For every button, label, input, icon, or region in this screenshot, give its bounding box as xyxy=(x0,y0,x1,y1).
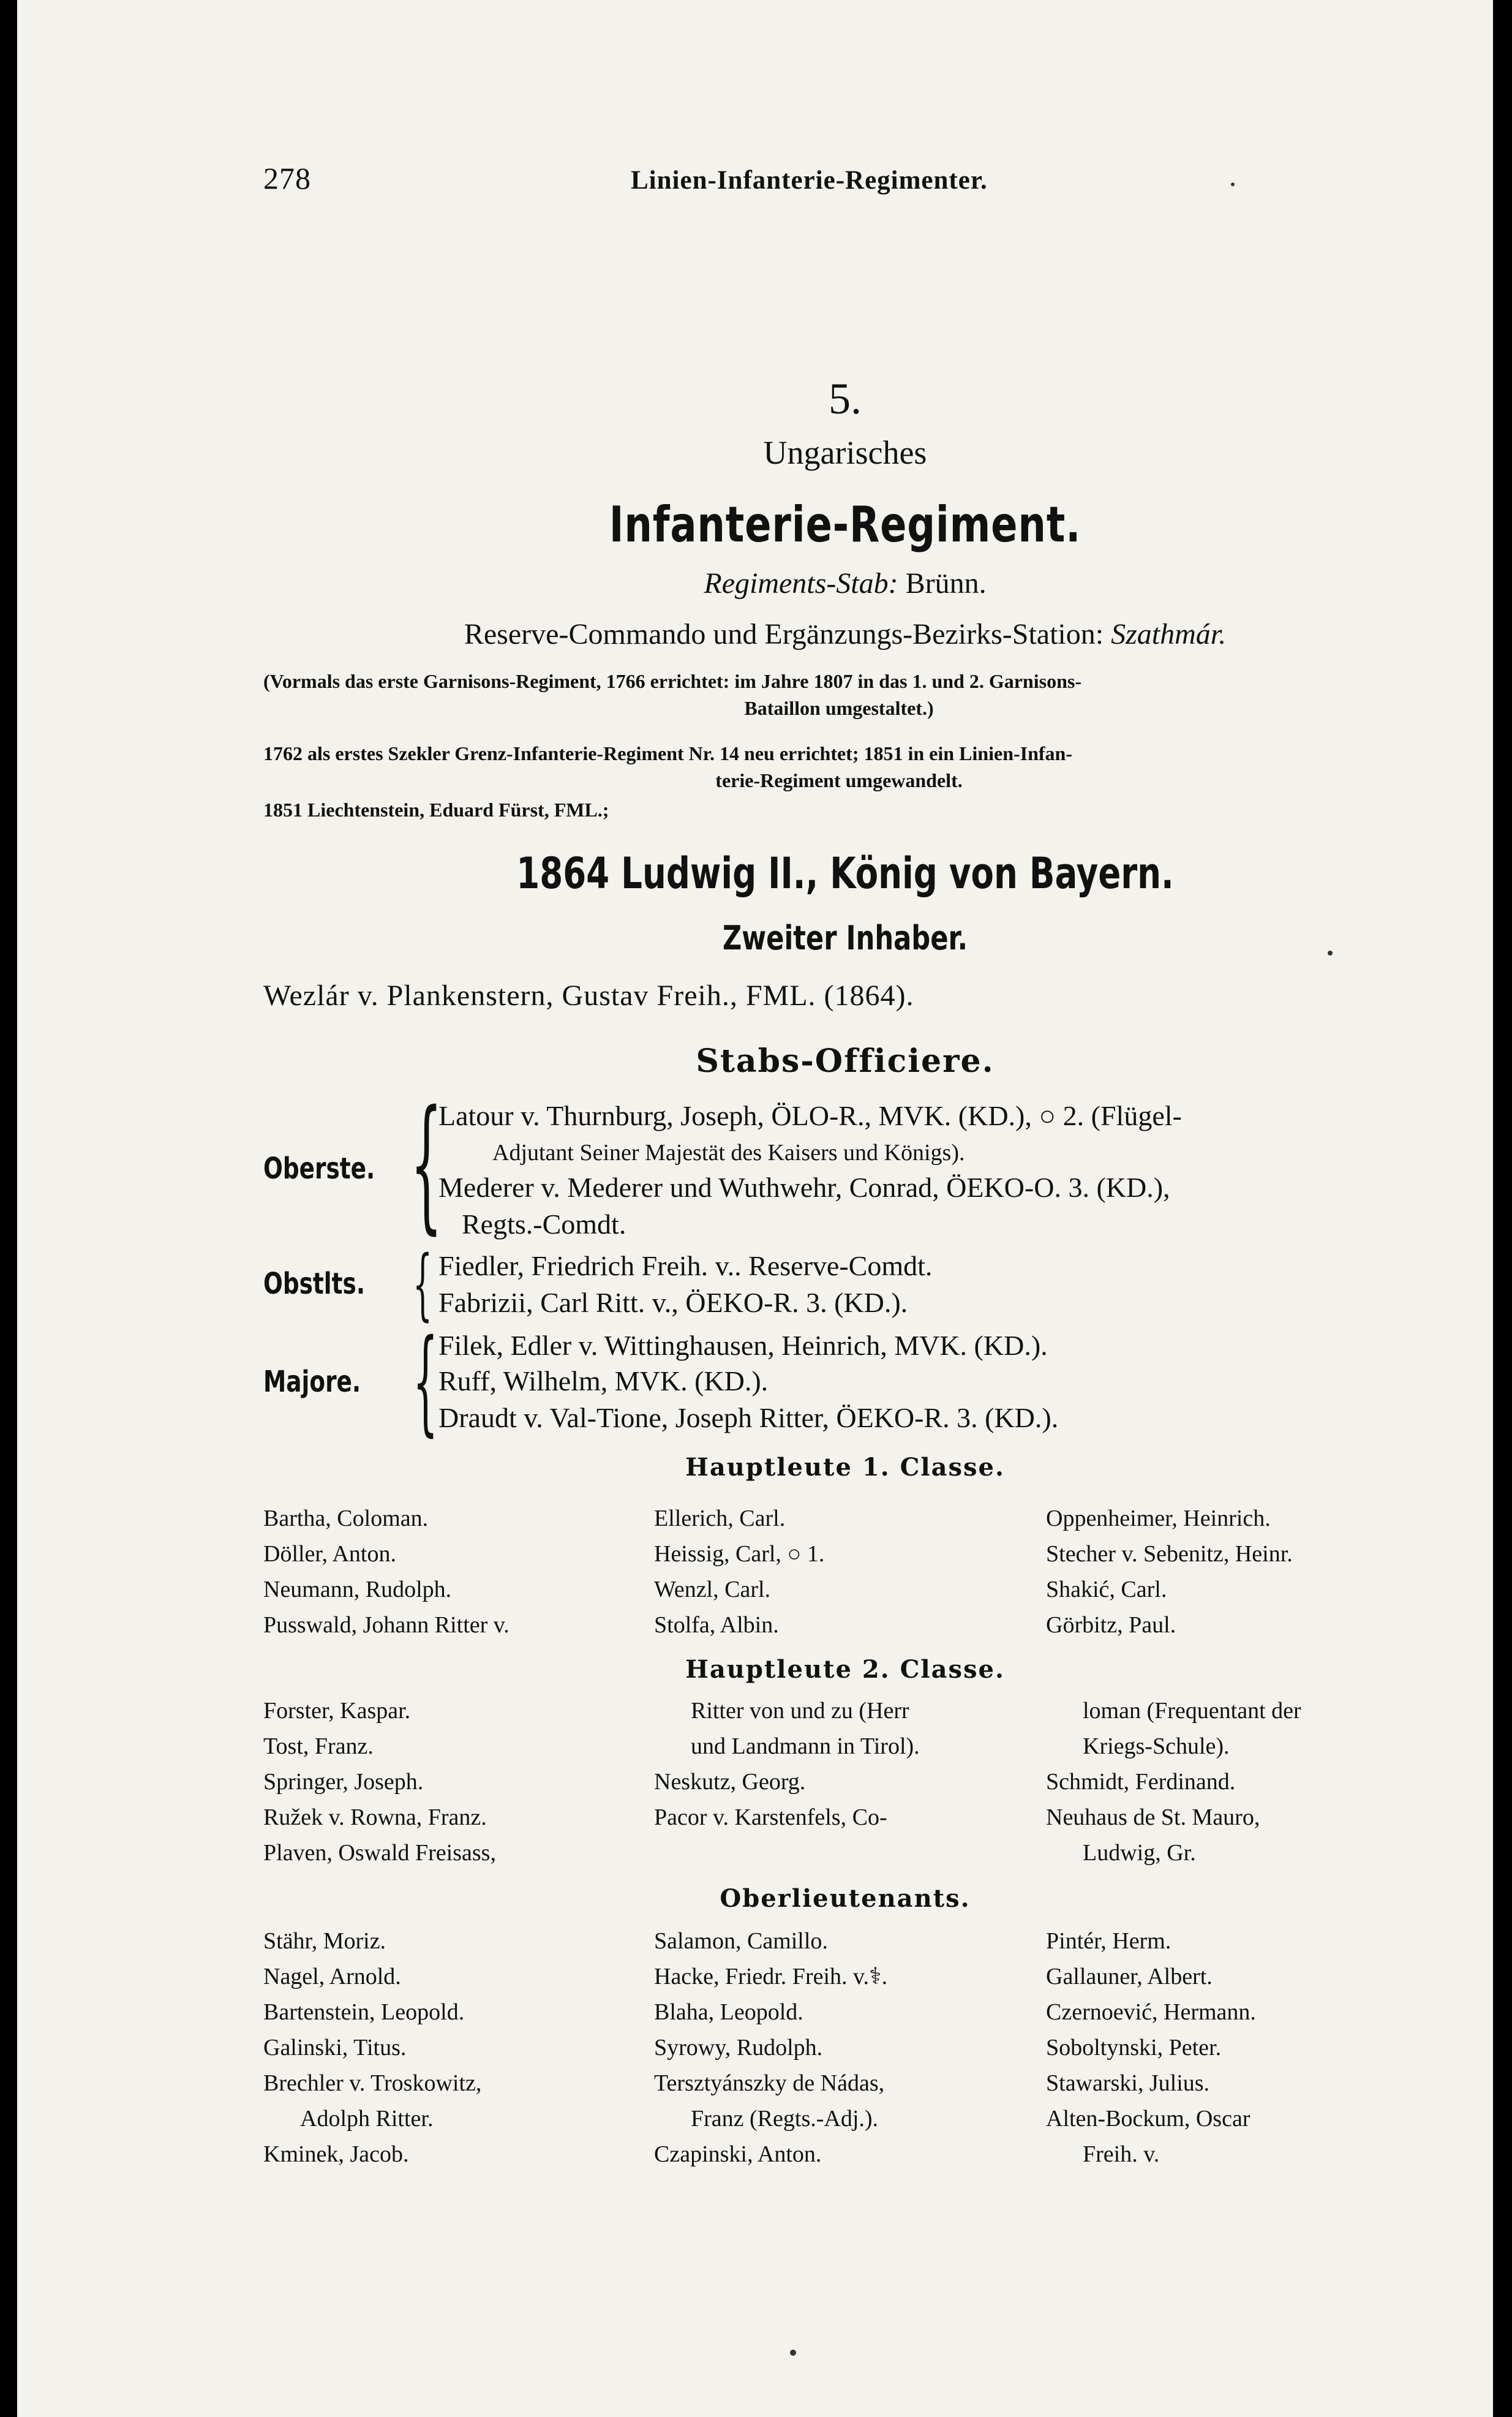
list-item: Springer, Joseph. xyxy=(263,1769,424,1795)
regiment-nationality: Ungarisches xyxy=(763,434,927,471)
regiments-stab xyxy=(263,567,1427,600)
list-item: Gallauner, Albert. xyxy=(1046,1964,1213,1989)
stabs-officiere-title: Stabs-Officiere. xyxy=(696,1043,995,1080)
history-2 xyxy=(263,740,1415,794)
inhaber: 1864 Ludwig II., König von Bayern. xyxy=(516,848,1174,899)
list-item: Pusswald, Johann Ritter v. xyxy=(263,1612,510,1638)
majore-brace: { xyxy=(413,1314,438,1447)
list-item: Kriegs-Schule). xyxy=(1083,1733,1230,1759)
list-item: Alten-Bockum, Oscar xyxy=(1046,2106,1251,2132)
oberste-line-4: Regts.-Comdt. xyxy=(462,1208,626,1240)
list-item: Blaha, Leopold. xyxy=(654,1999,803,2025)
majore-line-3: Draudt v. Val-Tione, Joseph Ritter, ÖEKO-R. 3. (KD.). xyxy=(438,1402,1059,1433)
list-item: Nagel, Arnold. xyxy=(263,1964,401,1989)
hauptleute-2-title: Hauptleute 2. Classe. xyxy=(685,1655,1005,1684)
list-item: Stecher v. Sebenitz, Heinr. xyxy=(1046,1541,1293,1567)
reserve-label: Reserve-Commando und Ergänzungs-Bezirks-Station: xyxy=(464,618,1104,650)
scan-speck xyxy=(1231,183,1235,186)
page-number: 278 xyxy=(263,161,311,195)
hauptleute-2-col-3 xyxy=(1046,1693,1301,1871)
list-item: Plaven, Oswald Freisass, xyxy=(263,1840,496,1866)
list-item: Syrowy, Rudolph. xyxy=(654,2035,823,2061)
list-item: Ružek v. Rowna, Franz. xyxy=(263,1804,487,1830)
hauptleute-2-col-1 xyxy=(263,1693,496,1871)
list-item: Neskutz, Georg. xyxy=(654,1769,806,1795)
list-item: Oppenheimer, Heinrich. xyxy=(1046,1506,1271,1531)
zweiter-inhaber-title: Zweiter Inhaber. xyxy=(722,919,968,957)
history-1-line: (Vormals das erste Garnisons-Regiment, 1766 errichtet: im Jahre 1807 in das 1. und 2. Garnisons- xyxy=(263,670,1081,692)
list-item: Bartenstein, Leopold. xyxy=(263,1999,465,2025)
list-item: Adolph Ritter. xyxy=(300,2106,434,2132)
list-item: Wenzl, Carl. xyxy=(654,1577,771,1602)
reserve-value: Szathmár. xyxy=(1111,618,1227,650)
list-item: Czapinski, Anton. xyxy=(654,2141,822,2167)
list-item: Neumann, Rudolph. xyxy=(263,1577,452,1602)
obstlts-label: Obstlts. xyxy=(263,1267,366,1301)
zweiter-inhaber-name: Wezlár v. Plankenstern, Gustav Freih., FML. (1864). xyxy=(263,979,914,1012)
history-3: 1851 Liechtenstein, Eduard Fürst, FML.; xyxy=(263,799,609,821)
reserve-station xyxy=(263,617,1427,651)
history-1 xyxy=(263,668,1415,722)
list-item: Soboltynski, Peter. xyxy=(1046,2035,1222,2061)
list-item: Stähr, Moriz. xyxy=(263,1928,386,1954)
list-item: Czernoević, Hermann. xyxy=(1046,1999,1256,2025)
obstlts-line-1: Fiedler, Friedrich Freih. v.. Reserve-Comdt. xyxy=(438,1250,933,1281)
list-item: Pintér, Herm. xyxy=(1046,1928,1172,1954)
list-item: Kminek, Jacob. xyxy=(263,2141,409,2167)
list-item: Görbitz, Paul. xyxy=(1046,1612,1176,1638)
list-item: Schmidt, Ferdinand. xyxy=(1046,1769,1236,1795)
obstlts-brace: { xyxy=(413,1239,433,1329)
oberste-line-1: Latour v. Thurnburg, Joseph, ÖLO-R., MVK. (KD.), ○ 2. (Flügel- xyxy=(438,1100,1182,1131)
list-item: loman (Frequentant der xyxy=(1083,1698,1301,1724)
list-item: Franz (Regts.-Adj.). xyxy=(691,2106,879,2132)
history-1-cont: Bataillon umgestaltet.) xyxy=(744,697,934,719)
scan-speck xyxy=(1328,951,1333,956)
list-item: Tersztyánszky de Nádas, xyxy=(654,2070,885,2096)
oberlieutenants-col-1 xyxy=(263,1923,481,2172)
list-item: Stawarski, Julius. xyxy=(1046,2070,1210,2096)
majore-label: Majore. xyxy=(263,1365,361,1399)
scan-speck xyxy=(790,2350,796,2356)
list-item: Hacke, Friedr. Freih. v.⚕. xyxy=(654,1964,888,1989)
list-item: Brechler v. Troskowitz, xyxy=(263,2070,482,2096)
oberste-line-3: Mederer v. Mederer und Wuthwehr, Conrad, ÖEKO-O. 3. (KD.), xyxy=(438,1172,1170,1203)
list-item: Ellerich, Carl. xyxy=(654,1506,786,1531)
regiment-type: Infanterie-Regiment. xyxy=(609,496,1081,553)
list-item: Pacor v. Karstenfels, Co- xyxy=(654,1804,887,1830)
list-item: Döller, Anton. xyxy=(263,1541,396,1567)
majore-line-1: Filek, Edler v. Wittinghausen, Heinrich, MVK. (KD.). xyxy=(438,1330,1048,1361)
obstlts-line-2: Fabrizii, Carl Ritt. v., ÖEKO-R. 3. (KD.). xyxy=(438,1287,908,1318)
list-item: Galinski, Titus. xyxy=(263,2035,407,2061)
oberste-label: Oberste. xyxy=(263,1152,375,1186)
list-item: Ritter von und zu (Herr xyxy=(691,1698,909,1724)
stab-label: Regiments-Stab: xyxy=(704,567,898,600)
oberste-line-2: Adjutant Seiner Majestät des Kaisers und Königs). xyxy=(492,1140,965,1166)
oberste-brace: { xyxy=(410,1079,443,1248)
list-item: Bartha, Coloman. xyxy=(263,1506,429,1531)
oberlieutenants-col-2 xyxy=(654,1923,887,2172)
history-2-cont: terie-Regiment umgewandelt. xyxy=(715,769,963,791)
list-item: Salamon, Camillo. xyxy=(654,1928,828,1954)
list-item: Ludwig, Gr. xyxy=(1083,1840,1196,1866)
hauptleute-1-col-1 xyxy=(263,1501,510,1643)
list-item: Shakić, Carl. xyxy=(1046,1577,1167,1602)
hauptleute-1-title: Hauptleute 1. Classe. xyxy=(685,1453,1005,1482)
running-title: Linien-Infanterie-Regimenter. xyxy=(631,166,988,195)
list-item: Tost, Franz. xyxy=(263,1733,374,1759)
list-item: Forster, Kaspar. xyxy=(263,1698,411,1724)
stab-value: Brünn. xyxy=(905,567,987,600)
document-page xyxy=(17,0,1493,2417)
list-item: und Landmann in Tirol). xyxy=(691,1733,920,1759)
list-item: Freih. v. xyxy=(1083,2141,1160,2167)
hauptleute-1-col-2 xyxy=(654,1501,824,1643)
oberlieutenants-col-3 xyxy=(1046,1923,1256,2172)
regiment-number: 5. xyxy=(829,374,862,423)
majore-line-2: Ruff, Wilhelm, MVK. (KD.). xyxy=(438,1365,769,1397)
list-item: Stolfa, Albin. xyxy=(654,1612,779,1638)
history-2-line: 1762 als erstes Szekler Grenz-Infanterie-Regiment Nr. 14 neu errichtet; 1851 in ein Linien-Infan- xyxy=(263,742,1072,764)
hauptleute-2-col-2 xyxy=(654,1693,920,1835)
oberlieutenants-title: Oberlieutenants. xyxy=(720,1884,971,1913)
list-item: Neuhaus de St. Mauro, xyxy=(1046,1804,1260,1830)
hauptleute-1-col-3 xyxy=(1046,1501,1293,1643)
list-item: Heissig, Carl, ○ 1. xyxy=(654,1541,825,1567)
